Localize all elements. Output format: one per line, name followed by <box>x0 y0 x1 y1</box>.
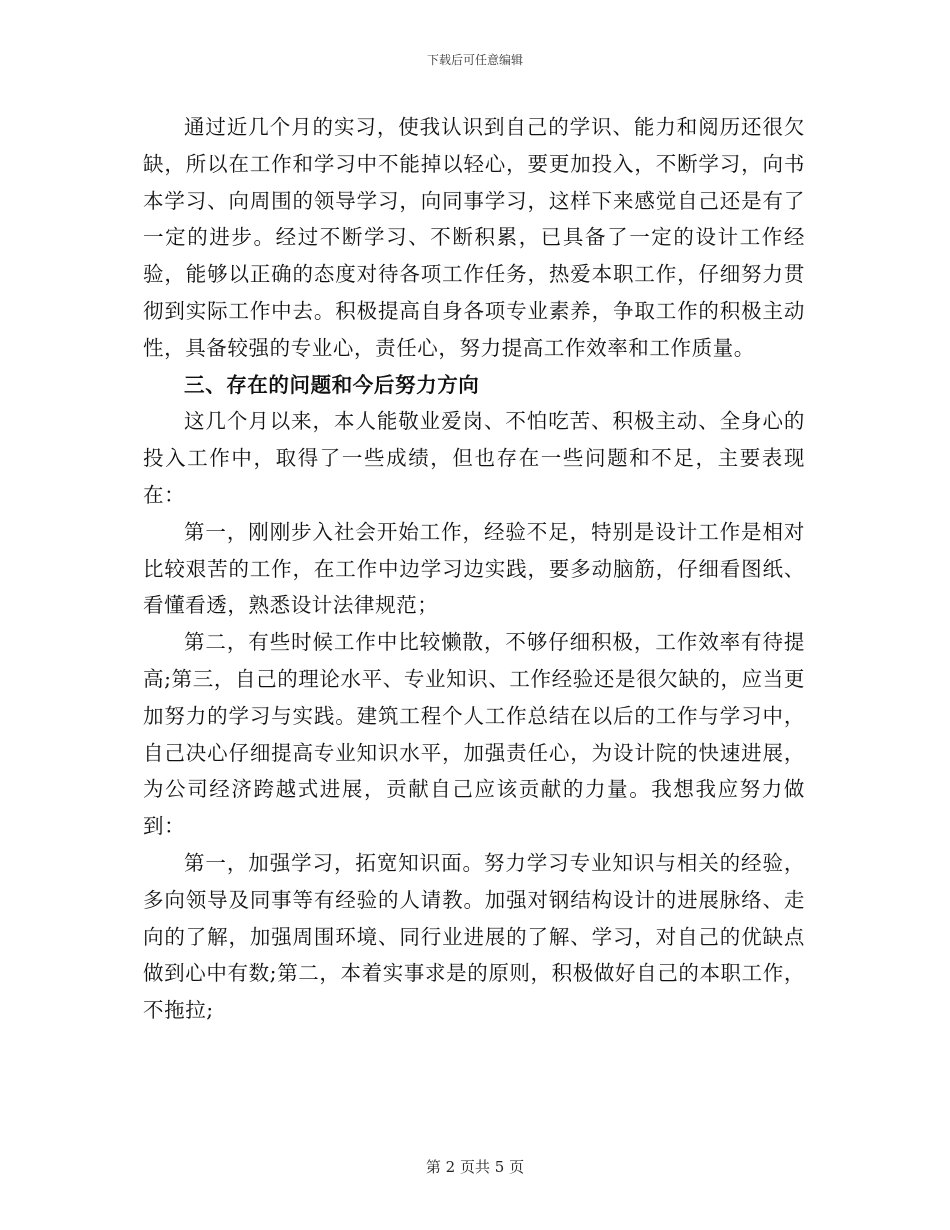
document-body <box>143 109 805 1029</box>
page-header: 下载后可任意编辑 <box>426 53 523 67</box>
paragraph-problems-intro: 这几个月以来，本人能敬业爱岗、不怕吃苦、积极主动、全身心的投入工作中，取得了一些成绩，但也存在一些问题和不足，主要表现在： <box>143 409 805 507</box>
section-heading: 三、存在的问题和今后努力方向 <box>184 372 480 397</box>
paragraph-problem-second: 第二，有些时候工作中比较懒散，不够仔细积极，工作效率有待提高;第三，自己的理论水平、专业知识、工作经验还是很欠缺的，应当更加努力的学习与实践。建筑工程个人工作总结在以后的工作与学习中，自己决心仔细提高专业知识水平，加强责任心，为设计院的快速进展，为公司经济跨越式进展，贡献自己应该贡献的力量。我想我应努力做到： <box>143 630 805 839</box>
paragraph-improvement-plan: 第一，加强学习，拓宽知识面。努力学习专业知识与相关的经验，多向领导及同事等有经验的人请教。加强对钢结构设计的进展脉络、走向的了解，加强周围环境、同行业进展的了解、学习，对自己的优缺点做到心中有数;第二，本着实事求是的原则，积极做好自己的本职工作，不拖拉; <box>143 850 805 1023</box>
paragraph-internship-summary: 通过近几个月的实习，使我认识到自己的学识、能力和阅历还很欠缺，所以在工作和学习中不能掉以轻心，要更加投入，不断学习，向书本学习、向周围的领导学习，向同事学习，这样下来感觉自己还是有了一定的进步。经过不断学习、不断积累，已具备了一定的设计工作经验，能够以正确的态度对待各项工作任务，热爱本职工作，仔细努力贯彻到实际工作中去。积极提高自身各项专业素养，争取工作的积极主动性，具备较强的专业心，责任心，努力提高工作效率和工作质量。 <box>143 115 805 360</box>
paragraph-problem-first: 第一，刚刚步入社会开始工作，经验不足，特别是设计工作是相对比较艰苦的工作，在工作中边学习边实践，要多动脑筋，仔细看图纸、看懂看透，熟悉设计法律规范； <box>143 519 805 618</box>
page-number: 第 2 页共 5 页 <box>425 1158 525 1176</box>
